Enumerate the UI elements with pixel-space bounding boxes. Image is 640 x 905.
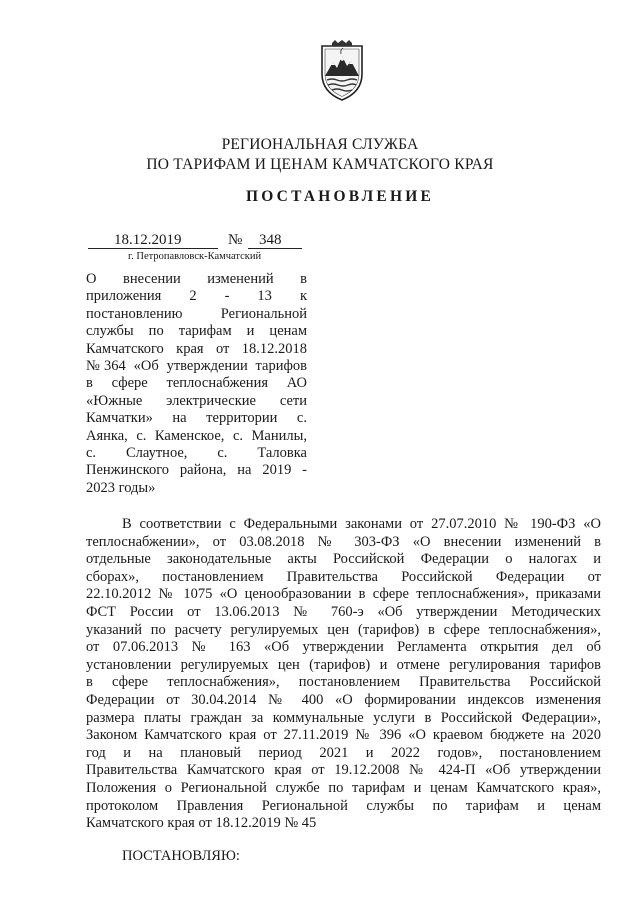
body-line: установлении регулируемых цен (тарифов) и отмене регулирования тарифов: [86, 656, 601, 673]
document-date: 18.12.2019: [114, 232, 182, 248]
body-line: от 07.06.2013 № 163 «Об утверждении Регламента открытия дел об: [86, 639, 601, 656]
subject-line: Аянка, с. Каменское, с. Манилы,: [86, 427, 307, 444]
document-city: г. Петропавловск-Камчатский: [128, 251, 262, 262]
body-line: Положения о Региональной службе по тарифам и ценам Камчатского края»,: [86, 779, 601, 796]
organization-name-line1: РЕГИОНАЛЬНАЯ СЛУЖБА: [221, 136, 419, 153]
document-subject: [86, 271, 307, 497]
body-line: теплоснабжении», от 03.08.2018 № 303-ФЗ «О внесении изменений в: [86, 533, 601, 550]
preamble-paragraph: [86, 516, 601, 833]
document-meta-row: [86, 232, 306, 252]
subject-line: Пенжинского района, на 2019 -: [86, 462, 307, 479]
subject-line: 2023 годы»: [86, 479, 156, 496]
subject-line: Камчатки» на территории с.: [86, 410, 307, 427]
subject-line: службы по тарифам и ценам: [86, 323, 307, 340]
body-line: Правительства Камчатского края от 19.12.2008 № 424-П «Об утверждении: [86, 762, 601, 779]
body-line: протоколом Правления Региональной службы по тарифам и ценам: [86, 797, 601, 814]
kamchatka-coat-of-arms-icon: [318, 40, 366, 102]
body-line: отдельные законодательные акты Российской Федерации о налогах и: [86, 551, 601, 568]
number-sign: №: [228, 232, 243, 248]
body-line: ФСТ России от 13.06.2013 № 760-э «Об утверждении Методических: [86, 603, 601, 620]
body-line: Законом Камчатского края от 27.11.2019 № 396 «О краевом бюджете на 2020: [86, 727, 601, 744]
body-line: В соответствии с Федеральными законами от 27.07.2010 № 190-ФЗ «О: [122, 516, 601, 532]
body-line: Камчатского края от 18.12.2019 № 45: [86, 815, 317, 832]
subject-line: в сфере теплоснабжения АО: [86, 375, 307, 392]
body-line: в сфере теплоснабжения», постановлением Правительства Российской: [86, 674, 601, 691]
organization-name-line2: ПО ТАРИФАМ И ЦЕНАМ КАМЧАТСКОГО КРАЯ: [146, 156, 494, 173]
body-line: указаний по расчету регулируемых цен (тарифов) в сфере теплоснабжения»,: [86, 621, 601, 638]
document-type-title: ПОСТАНОВЛЕНИЕ: [245, 188, 435, 205]
subject-line: №364 «Об утверждении тарифов: [86, 357, 307, 374]
subject-line: «Южные электрические сети: [86, 392, 307, 409]
body-line: сборах», постановлением Правительства Российской Федерации от: [86, 568, 601, 585]
body-line: год и на плановый период 2021 и 2022 годов», постановлением: [86, 744, 601, 761]
subject-line: постановлению Региональной: [86, 305, 307, 322]
decree-word: ПОСТАНОВЛЯЮ:: [122, 848, 240, 864]
subject-line: с. Слаутное, с. Таловка: [86, 444, 307, 461]
subject-line: приложения 2 - 13 к: [86, 288, 307, 305]
body-line: Федерации от 30.04.2014 № 400 «О формировании индексов изменения: [86, 691, 601, 708]
subject-line: Камчатского края от 18.12.2018: [86, 340, 307, 357]
body-line: 22.10.2012 № 1075 «О ценообразовании в сфере теплоснабжения», приказами: [86, 586, 601, 603]
body-line: размера платы граждан за коммунальные услуги в Российской Федерации»,: [86, 709, 601, 726]
document-number: 348: [259, 232, 282, 248]
subject-line: О внесении изменений в: [86, 271, 307, 287]
